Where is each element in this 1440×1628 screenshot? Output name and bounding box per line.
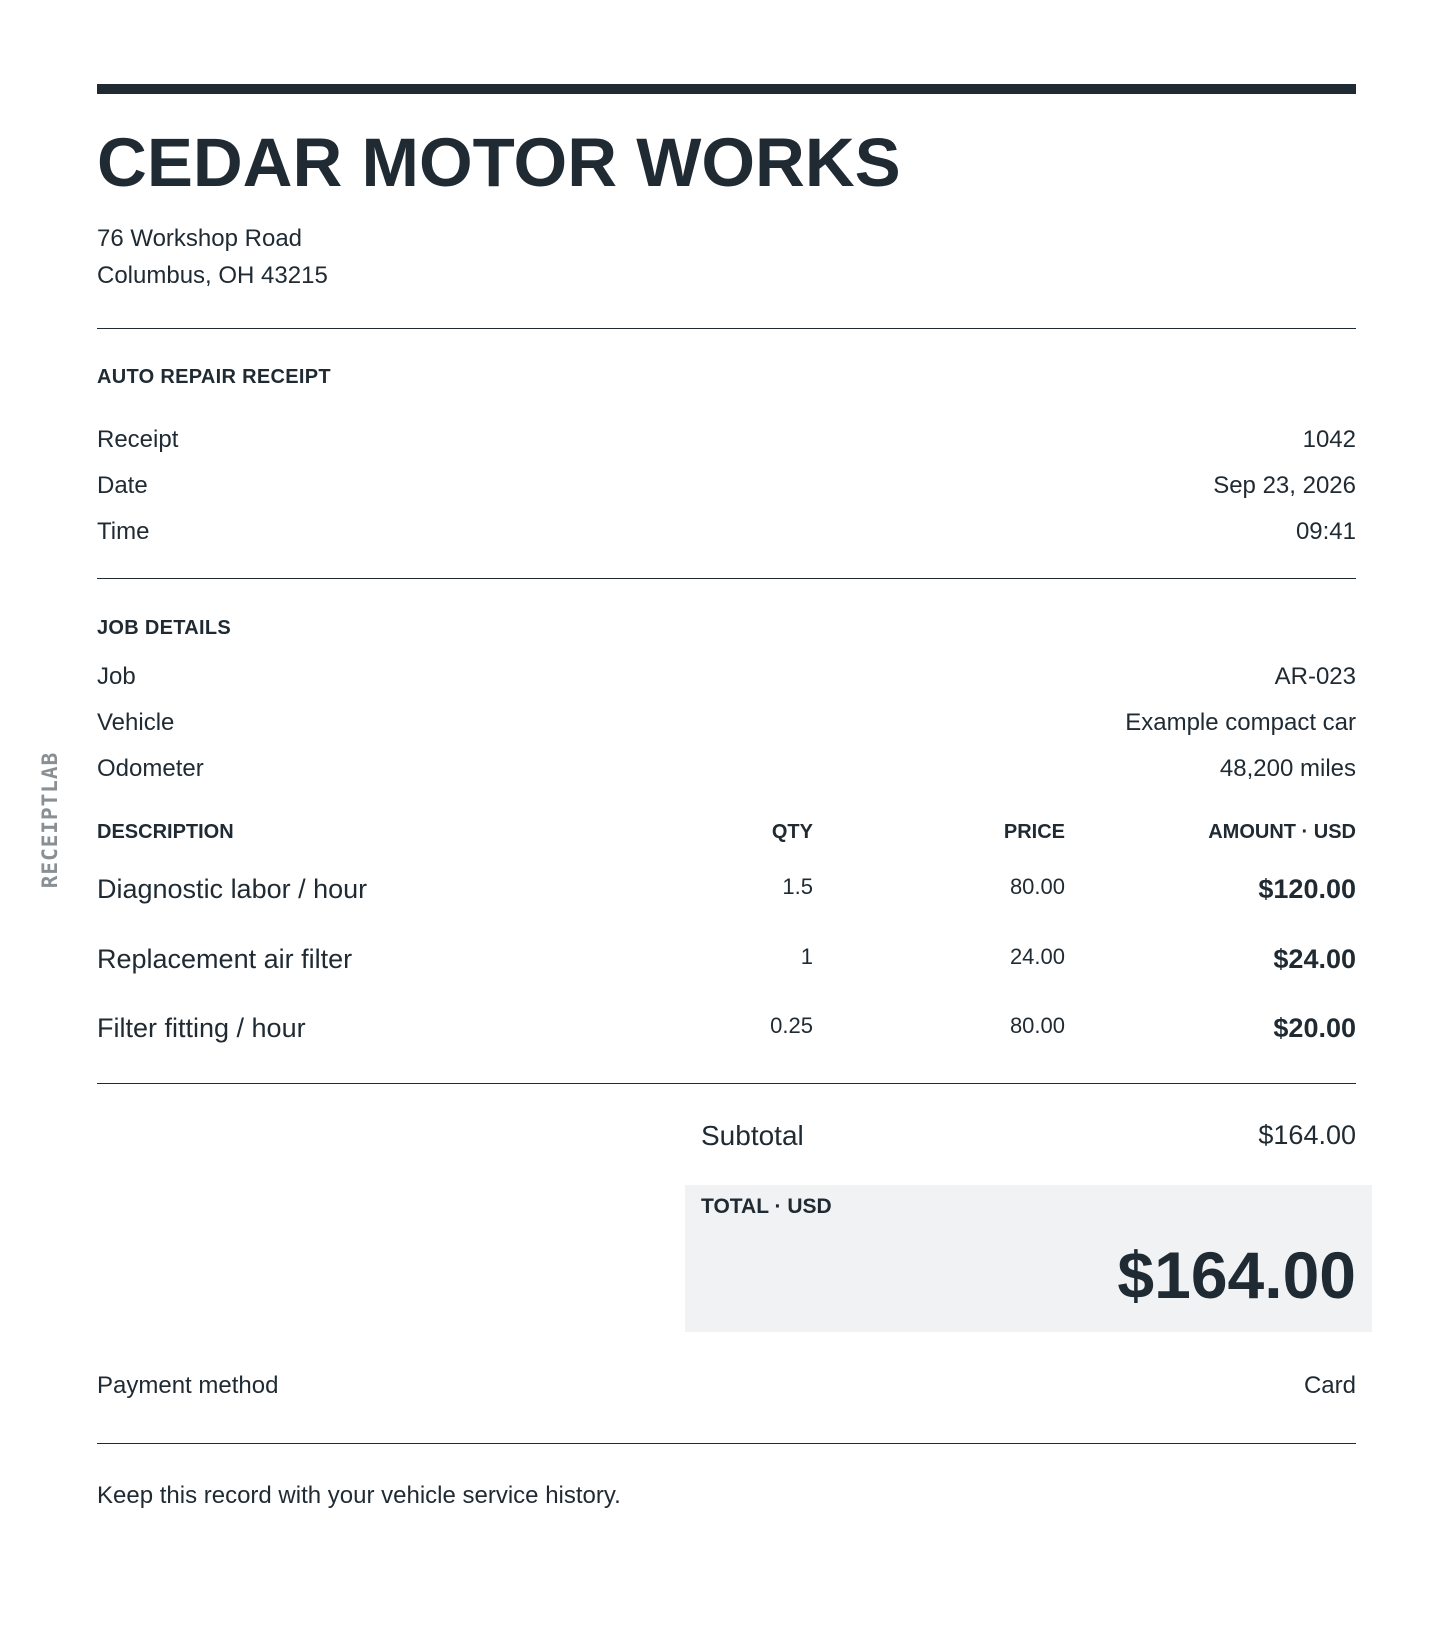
job-row xyxy=(97,662,1356,692)
receipt-heading: AUTO REPAIR RECEIPT xyxy=(97,366,331,388)
subtotal-value: $164.00 xyxy=(1258,1120,1356,1150)
item-price: 80.00 xyxy=(1009,874,1065,899)
item-qty: 1 xyxy=(800,944,813,969)
item-qty: 1.5 xyxy=(782,874,813,899)
payment-method-label: Payment method xyxy=(97,1372,279,1399)
receipt-time-row xyxy=(97,517,1356,547)
column-header-qty: QTY xyxy=(771,821,813,843)
odometer-row xyxy=(97,754,1356,784)
field-label: Receipt xyxy=(97,426,179,453)
field-label: Time xyxy=(97,518,150,545)
item-price: 80.00 xyxy=(1009,1013,1065,1038)
divider xyxy=(97,1083,1356,1084)
field-label: Odometer xyxy=(97,755,204,782)
total-amount: $164.00 xyxy=(1117,1238,1356,1312)
field-label: Job xyxy=(97,663,136,690)
merchant-name: CEDAR MOTOR WORKS xyxy=(97,124,901,201)
field-value: 1042 xyxy=(1302,426,1356,453)
receipt-number-row xyxy=(97,425,1356,455)
field-value: Sep 23, 2026 xyxy=(1213,472,1356,499)
item-description: Diagnostic labor / hour xyxy=(97,874,368,904)
field-value: 09:41 xyxy=(1295,518,1356,545)
item-description: Filter fitting / hour xyxy=(97,1013,306,1043)
payment-method-value: Card xyxy=(1303,1372,1356,1399)
item-amount: $120.00 xyxy=(1258,874,1356,904)
field-value: AR-023 xyxy=(1274,663,1356,690)
column-header-price: PRICE xyxy=(1003,821,1065,843)
total-box xyxy=(685,1185,1372,1332)
field-value: 48,200 miles xyxy=(1219,755,1356,782)
footer-note: Keep this record with your vehicle service history. xyxy=(97,1482,621,1509)
field-label: Vehicle xyxy=(97,709,175,736)
item-amount: $24.00 xyxy=(1273,944,1356,974)
address-line-2: Columbus, OH 43215 xyxy=(97,262,328,289)
field-value: Example compact car xyxy=(1125,709,1356,736)
divider xyxy=(97,1443,1356,1444)
header-accent-bar xyxy=(97,84,1356,94)
column-header-description: DESCRIPTION xyxy=(97,821,234,843)
job-details-heading: JOB DETAILS xyxy=(97,617,232,639)
address-line-1: 76 Workshop Road xyxy=(97,225,303,252)
receipt-date-row xyxy=(97,471,1356,501)
column-header-amount: AMOUNT · USD xyxy=(1208,821,1356,843)
item-price: 24.00 xyxy=(1009,944,1065,969)
total-label: TOTAL · USD xyxy=(701,1195,832,1218)
field-label: Date xyxy=(97,472,148,499)
watermark: RECEIPTLAB xyxy=(38,751,62,889)
payment-method-row xyxy=(97,1371,1356,1401)
vehicle-row xyxy=(97,708,1356,738)
item-qty: 0.25 xyxy=(770,1013,813,1038)
divider xyxy=(97,328,1356,329)
divider xyxy=(97,578,1356,579)
item-description: Replacement air filter xyxy=(97,944,353,974)
item-amount: $20.00 xyxy=(1273,1013,1356,1043)
subtotal-label: Subtotal xyxy=(701,1120,804,1151)
